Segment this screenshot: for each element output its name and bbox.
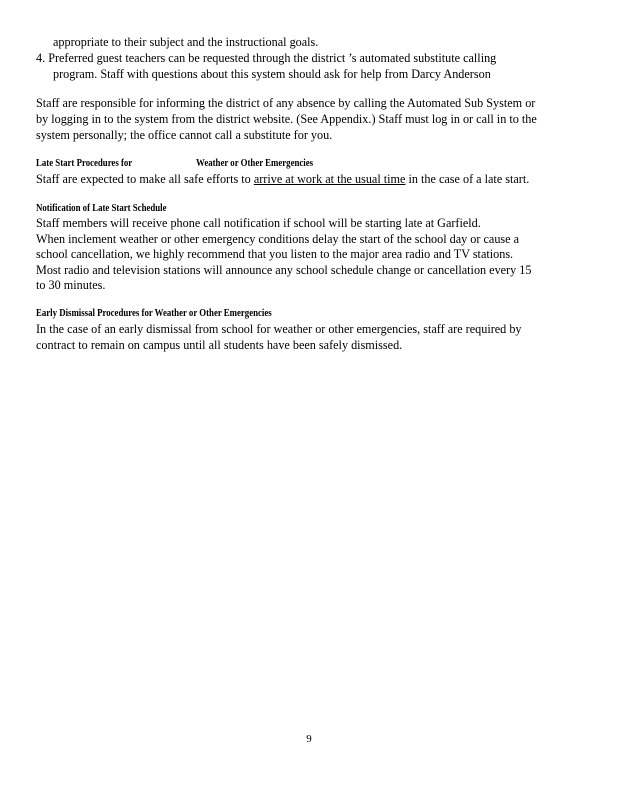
notification-line-4: Most radio and television stations will announce any school schedule change or cancellation every 15 [36,263,532,277]
notification-line-2: When inclement weather or other emergency conditions delay the start of the school day or cause a [36,232,520,246]
late-start-heading-part-1: Late Start Procedures for [36,158,133,169]
absence-paragraph-line-1: Staff are responsible for informing the district of any absence by calling the Automated Sub System or [36,96,536,110]
late-start-text-after: in the case of a late start. [405,172,530,186]
notification-line-1: Staff members will receive phone call notification if school will be starting late at Garfield. [36,216,481,230]
list-item-4-continuation: program. Staff with questions about this system should ask for help from Darcy Anderson [53,67,491,81]
early-dismissal-line-1: In the case of an early dismissal from school for weather or other emergencies, staff are required by [36,322,522,336]
notification-line-3: school cancellation, we highly recommend that you listen to the major area radio and TV stations. [36,247,514,261]
late-start-text-before: Staff are expected to make all safe efforts to [36,172,254,186]
late-start-underlined-text: arrive at work at the usual time [253,172,406,186]
early-dismissal-line-2: contract to remain on campus until all students have been safely dismissed. [36,338,403,352]
absence-paragraph-line-2: by logging in to the system from the district website. (See Appendix.) Staff must log in or call in to the [36,112,537,126]
list-item-3-continuation: appropriate to their subject and the instructional goals. [53,35,319,49]
early-dismissal-heading: Early Dismissal Procedures for Weather or Other Emergencies [36,308,272,319]
late-start-heading-part-2: Weather or Other Emergencies [196,158,314,169]
notification-heading: Notification of Late Start Schedule [36,203,167,214]
list-item-4: 4. Preferred guest teachers can be requested through the district ’s automated substitute calling [36,51,497,65]
notification-line-5: to 30 minutes. [36,278,106,292]
page-number: 9 [306,733,312,745]
absence-paragraph-line-3: system personally; the office cannot call a substitute for you. [36,128,333,142]
late-start-paragraph [36,172,529,188]
